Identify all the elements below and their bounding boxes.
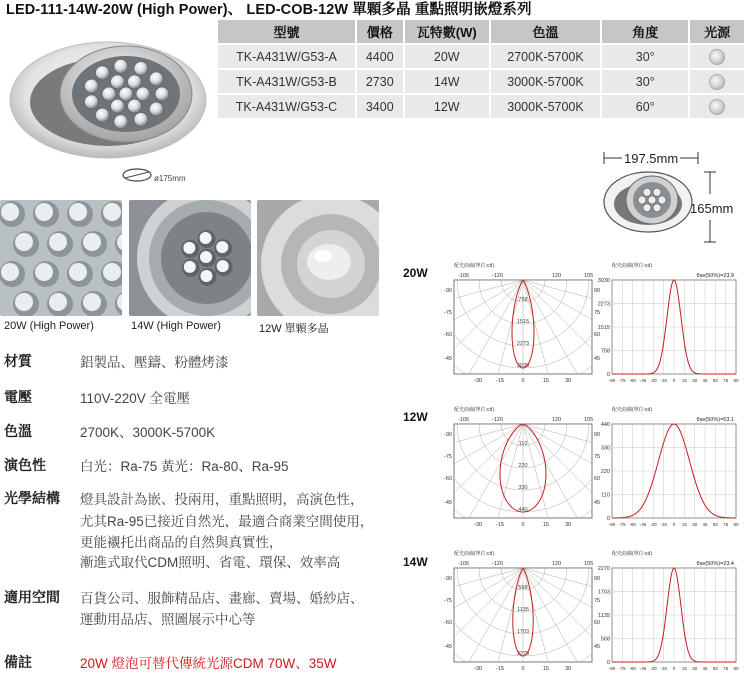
polar-side-tick: 90 bbox=[594, 288, 601, 294]
polar-side-tick: 45 bbox=[594, 356, 601, 362]
polar-bottom-tick: 15 bbox=[542, 522, 550, 527]
polar-bottom-tick: -15 bbox=[496, 522, 504, 527]
line-y-tick: 2270 bbox=[597, 566, 610, 572]
polar-side-tick: 75 bbox=[594, 454, 601, 460]
optics-line: 漸進式取代CDM照明、省電、環保、效率高 bbox=[80, 555, 341, 570]
line-x-tick: -45 bbox=[639, 666, 647, 671]
line-x-tick: -60 bbox=[629, 666, 636, 671]
voltage-value: 110V-220V 全電壓 bbox=[80, 391, 191, 406]
led-lens-icon bbox=[35, 203, 53, 221]
led-lens-icon bbox=[1, 203, 19, 221]
polar-value-label: 1515 bbox=[516, 319, 530, 325]
led-lens-icon bbox=[49, 293, 67, 311]
line-x-tick: -15 bbox=[660, 666, 667, 671]
header-temp: 色溫 bbox=[491, 20, 600, 43]
usage-line: 運動用品店、照圖展示中心等 bbox=[80, 612, 256, 627]
line-x-tick: 90 bbox=[733, 522, 739, 527]
polar-title: 配光曲線(單位:cd) bbox=[454, 407, 495, 413]
product-photo bbox=[8, 18, 208, 173]
led-lens-icon bbox=[134, 112, 148, 126]
polar-top-tick: -105 bbox=[458, 273, 470, 279]
polar-bottom-tick: -30 bbox=[474, 378, 482, 383]
line-x-tick: -75 bbox=[619, 666, 626, 671]
lens-14w-icon bbox=[709, 74, 725, 90]
polar-side-tick: 75 bbox=[594, 310, 601, 316]
polar-bottom-tick: 0 bbox=[521, 378, 525, 383]
polar-side-tick: 45 bbox=[594, 644, 601, 650]
polar-bottom-tick: 30 bbox=[564, 522, 572, 527]
line-x-tick: 75 bbox=[723, 522, 729, 527]
lens-20w-icon bbox=[709, 49, 725, 65]
polar-bottom-tick: 30 bbox=[564, 666, 572, 671]
temp-cell: 2700K-5700K bbox=[491, 45, 600, 68]
line-y-tick: 0 bbox=[606, 660, 610, 666]
line-x-tick: 90 bbox=[733, 378, 739, 383]
polar-title: 配光曲線(單位:cd) bbox=[454, 551, 495, 557]
dimension-height: 165mm bbox=[690, 201, 734, 216]
polar-value-label: 568 bbox=[518, 585, 528, 591]
led-lens-icon bbox=[149, 102, 163, 116]
line-x-tick: -90 bbox=[608, 666, 616, 671]
line-y-tick: 2273 bbox=[597, 301, 610, 308]
polar-side-tick: 90 bbox=[594, 432, 601, 438]
line-y-tick: 758 bbox=[600, 348, 610, 355]
led-lens-icon bbox=[69, 263, 87, 281]
polar-bottom-tick: -30 bbox=[474, 522, 482, 527]
optics-line: 尤其Ra-95已接近自然光，最適合商業空間使用， bbox=[80, 514, 374, 529]
source-cell bbox=[690, 45, 744, 68]
line-x-tick: -15 bbox=[660, 378, 667, 383]
optics-line: 燈具設計為嵌、投兩用，重點照明，高演色性， bbox=[80, 492, 364, 507]
line-x-tick: 15 bbox=[681, 522, 687, 527]
led-lens-icon bbox=[114, 115, 128, 129]
led-lens-icon bbox=[119, 87, 133, 101]
note-value: 20W 燈泡可替代傳統光源CDM 70W、35W bbox=[80, 656, 337, 671]
polar-side-tick: 60 bbox=[594, 476, 601, 482]
led-lens-icon bbox=[638, 196, 646, 204]
thumbnail-20w-caption: 20W (High Power) bbox=[4, 320, 94, 332]
led-lens-icon bbox=[648, 196, 656, 204]
polar-bottom-tick: 0 bbox=[521, 522, 525, 527]
line-x-tick: 0 bbox=[672, 666, 676, 671]
polar-side-tick: -60 bbox=[444, 332, 452, 338]
source-cell bbox=[690, 70, 744, 93]
led-lens-icon bbox=[84, 95, 98, 109]
light-distribution-chart-14w bbox=[440, 546, 740, 671]
price-cell: 3400 bbox=[357, 95, 403, 118]
polar-side-tick: -75 bbox=[444, 454, 452, 460]
diameter-label: ø175mm bbox=[154, 174, 186, 183]
led-lens-icon bbox=[653, 204, 661, 212]
led-lens-icon bbox=[200, 232, 212, 244]
polar-bottom-tick: 15 bbox=[542, 378, 550, 383]
led-lens-icon bbox=[35, 263, 53, 281]
dimension-width: 197.5mm bbox=[624, 151, 679, 166]
cri-label bbox=[4, 455, 68, 475]
line-y-tick: 440 bbox=[600, 422, 610, 428]
polar-top-tick: -120 bbox=[492, 273, 504, 279]
line-y-tick: 3030 bbox=[597, 278, 610, 284]
polar-top-tick: 105 bbox=[584, 561, 594, 567]
led-lens-icon bbox=[83, 293, 101, 311]
spec-table-header bbox=[218, 20, 744, 43]
line-x-tick: 90 bbox=[733, 666, 739, 671]
line-title: 配光曲線(單位:cd) bbox=[612, 551, 653, 557]
color-temp-label bbox=[4, 421, 68, 441]
page-title: LED-111-14W-20W (High Power)、 LED-COB-12W 單顆多晶 重點照明嵌燈系列 bbox=[6, 2, 532, 18]
polar-side-tick: 90 bbox=[594, 576, 601, 582]
line-x-tick: -60 bbox=[629, 522, 636, 527]
polar-side-tick: -90 bbox=[444, 576, 452, 582]
polar-side-tick: -45 bbox=[444, 500, 452, 506]
color-temp-value: 2700K、3000K-5700K bbox=[80, 425, 216, 440]
polar-side-tick: -60 bbox=[444, 620, 452, 626]
polar-bottom-tick: -30 bbox=[474, 666, 482, 671]
light-distribution-chart-20w bbox=[440, 258, 740, 383]
watt-cell: 14W bbox=[405, 70, 489, 93]
led-lens-icon bbox=[200, 270, 212, 282]
thumbnail-12w-caption: 12W 單顆多晶 bbox=[259, 323, 329, 335]
led-lens-icon bbox=[128, 75, 142, 89]
led-lens-icon bbox=[184, 261, 196, 273]
line-x-tick: 60 bbox=[712, 666, 718, 671]
led-lens-icon bbox=[200, 251, 212, 263]
line-x-tick: -75 bbox=[619, 522, 626, 527]
thumbnail-12w-photo bbox=[257, 200, 379, 316]
model-cell: TK-A431W/G53-B bbox=[218, 70, 355, 93]
polar-side-tick: -75 bbox=[444, 598, 452, 604]
polar-bottom-tick: 30 bbox=[564, 378, 572, 383]
polar-side-tick: -75 bbox=[444, 310, 452, 316]
line-x-tick: -90 bbox=[608, 522, 616, 527]
led-lens-icon bbox=[114, 59, 128, 73]
polar-value-label: 2273 bbox=[516, 341, 530, 347]
voltage-label bbox=[4, 387, 68, 407]
line-y-tick: 0 bbox=[606, 516, 610, 522]
line-x-tick: 30 bbox=[692, 666, 698, 671]
led-lens-icon bbox=[134, 62, 148, 76]
header-source: 光源 bbox=[690, 20, 744, 43]
light-distribution-chart-12w bbox=[440, 402, 740, 527]
color-temp-label-text: 色溫 bbox=[4, 423, 32, 439]
polar-top-tick: -105 bbox=[458, 561, 470, 567]
optics-label-text: 光學結構 bbox=[4, 490, 60, 506]
led-lens-icon bbox=[102, 87, 116, 101]
line-x-tick: -15 bbox=[660, 522, 667, 527]
usage-label bbox=[4, 587, 68, 607]
polar-value-label: 2270 bbox=[516, 651, 530, 657]
beam-angle-label: θav(50%)=53.1 bbox=[696, 417, 734, 423]
header-watt: 瓦特數(W) bbox=[405, 20, 489, 43]
angle-cell: 30° bbox=[602, 70, 688, 93]
watt-cell: 20W bbox=[405, 45, 489, 68]
table-row bbox=[218, 70, 744, 93]
thumbnail-14w-photo bbox=[129, 200, 251, 316]
angle-cell: 30° bbox=[602, 45, 688, 68]
line-x-tick: 15 bbox=[681, 378, 687, 383]
led-lens-icon bbox=[155, 87, 169, 101]
line-x-tick: -45 bbox=[639, 522, 647, 527]
line-title: 配光曲線(單位:cd) bbox=[612, 407, 653, 413]
line-x-tick: 15 bbox=[681, 666, 687, 671]
beam-angle-label: θav(50%)=23.4 bbox=[696, 561, 734, 567]
model-cell: TK-A431W/G53-C bbox=[218, 95, 355, 118]
polar-bottom-tick: 15 bbox=[542, 666, 550, 671]
optics-label bbox=[4, 488, 68, 508]
line-x-tick: 0 bbox=[672, 522, 676, 527]
line-x-tick: 60 bbox=[712, 522, 718, 527]
cri-label-text: 演色性 bbox=[4, 457, 46, 473]
polar-top-tick: -105 bbox=[458, 417, 470, 423]
polar-side-tick: -60 bbox=[444, 476, 452, 482]
led-lens-icon bbox=[643, 188, 651, 196]
led-lens-icon bbox=[658, 196, 666, 204]
temp-cell: 3000K-5700K bbox=[491, 95, 600, 118]
material-label-text: 材質 bbox=[4, 353, 32, 369]
led-lens-icon bbox=[95, 108, 109, 122]
diameter-icon bbox=[120, 166, 154, 184]
line-title: 配光曲線(單位:cd) bbox=[612, 263, 653, 269]
material-value: 鋁製品、壓鑄、粉體烤漆 bbox=[80, 355, 229, 370]
header-price: 價格 bbox=[357, 20, 403, 43]
led-lens-icon bbox=[217, 260, 229, 272]
led-lens-icon bbox=[1, 263, 19, 281]
polar-side-tick: -90 bbox=[444, 288, 452, 294]
led-lens-icon bbox=[216, 241, 228, 253]
led-lens-icon bbox=[69, 203, 87, 221]
line-y-tick: 330 bbox=[600, 445, 610, 452]
led-lens-icon bbox=[103, 263, 121, 281]
led-lens-icon bbox=[83, 233, 101, 251]
led-lens-icon bbox=[84, 79, 98, 93]
table-row bbox=[218, 45, 744, 68]
lens-12w-icon bbox=[709, 99, 725, 115]
line-x-tick: 45 bbox=[702, 378, 708, 383]
line-x-tick: 75 bbox=[723, 666, 729, 671]
line-x-tick: 75 bbox=[723, 378, 729, 383]
price-cell: 2730 bbox=[357, 70, 403, 93]
polar-top-tick: 120 bbox=[552, 273, 562, 279]
thumbnail-14w-caption: 14W (High Power) bbox=[131, 320, 221, 332]
polar-side-tick: 60 bbox=[594, 332, 601, 338]
line-y-tick: 0 bbox=[606, 372, 610, 378]
line-x-tick: -30 bbox=[650, 378, 657, 383]
led-lens-icon bbox=[149, 72, 163, 86]
chart-label-14w: 14W bbox=[403, 555, 428, 569]
polar-top-tick: 120 bbox=[552, 561, 562, 567]
led-lens-icon bbox=[49, 233, 67, 251]
polar-side-tick: -45 bbox=[444, 644, 452, 650]
polar-value-label: 110 bbox=[518, 441, 528, 447]
angle-cell: 60° bbox=[602, 95, 688, 118]
line-y-tick: 568 bbox=[600, 636, 610, 643]
led-lens-icon bbox=[183, 242, 195, 254]
header-angle: 角度 bbox=[602, 20, 688, 43]
watt-cell: 12W bbox=[405, 95, 489, 118]
line-x-tick: 45 bbox=[702, 522, 708, 527]
thumbnail-20w-photo bbox=[0, 200, 122, 316]
polar-top-tick: -120 bbox=[492, 561, 504, 567]
led-lens-icon bbox=[111, 99, 125, 113]
led-lens-icon bbox=[653, 188, 661, 196]
led-lens-icon bbox=[15, 233, 33, 251]
led-lens-icon bbox=[128, 99, 142, 113]
line-y-tick: 1515 bbox=[597, 325, 610, 331]
polar-side-tick: 60 bbox=[594, 620, 601, 626]
usage-line: 百貨公司、服飾精品店、畫廊、賣場、婚紗店、 bbox=[80, 591, 364, 606]
led-lens-icon bbox=[95, 66, 109, 80]
polar-top-tick: 120 bbox=[552, 417, 562, 423]
polar-top-tick: 105 bbox=[584, 417, 594, 423]
led-lens-icon bbox=[111, 75, 125, 89]
header-model: 型號 bbox=[218, 20, 355, 43]
line-x-tick: -45 bbox=[639, 378, 647, 383]
polar-title: 配光曲線(單位:cd) bbox=[454, 263, 495, 269]
line-y-tick: 110 bbox=[601, 492, 610, 499]
led-lens-icon bbox=[103, 203, 121, 221]
cri-value: 白光：Ra-75 黃光：Ra-80、Ra-95 bbox=[80, 459, 289, 474]
polar-side-tick: -90 bbox=[444, 432, 452, 438]
polar-top-tick: 105 bbox=[584, 273, 594, 279]
chart-label-20w: 20W bbox=[403, 266, 428, 280]
line-x-tick: 45 bbox=[702, 666, 708, 671]
polar-bottom-tick: -15 bbox=[496, 378, 504, 383]
polar-bottom-tick: 0 bbox=[521, 666, 525, 671]
polar-bottom-tick: -15 bbox=[496, 666, 504, 671]
polar-value-label: 330 bbox=[518, 485, 528, 491]
polar-value-label: 758 bbox=[518, 297, 528, 303]
polar-value-label: 3030 bbox=[516, 363, 530, 369]
line-x-tick: -75 bbox=[619, 378, 626, 383]
voltage-label-text: 電壓 bbox=[4, 389, 32, 405]
chart-label-12w: 12W bbox=[403, 410, 428, 424]
line-x-tick: -90 bbox=[608, 378, 616, 383]
optics-line: 更能襯托出商品的自然與真實性， bbox=[80, 535, 283, 550]
polar-value-label: 1703 bbox=[516, 629, 530, 635]
polar-value-label: 1135 bbox=[517, 607, 529, 613]
line-x-tick: 0 bbox=[672, 378, 676, 383]
line-x-tick: 60 bbox=[712, 378, 718, 383]
polar-side-tick: -45 bbox=[444, 356, 452, 362]
line-x-tick: -30 bbox=[650, 522, 657, 527]
polar-value-label: 440 bbox=[518, 507, 528, 513]
line-x-tick: 30 bbox=[692, 522, 698, 527]
polar-top-tick: -120 bbox=[492, 417, 504, 423]
price-cell: 4400 bbox=[357, 45, 403, 68]
line-x-tick: 30 bbox=[692, 378, 698, 383]
polar-value-label: 220 bbox=[518, 463, 528, 469]
temp-cell: 3000K-5700K bbox=[491, 70, 600, 93]
model-cell: TK-A431W/G53-A bbox=[218, 45, 355, 68]
material-label bbox=[4, 351, 68, 371]
note-label bbox=[4, 652, 68, 672]
led-lens-icon bbox=[136, 87, 150, 101]
polar-side-tick: 45 bbox=[594, 500, 601, 506]
line-y-tick: 220 bbox=[600, 469, 610, 475]
spec-table bbox=[218, 20, 744, 120]
usage-label-text: 適用空間 bbox=[4, 589, 60, 605]
led-lens-icon bbox=[15, 293, 33, 311]
line-y-tick: 1703 bbox=[597, 589, 610, 596]
line-x-tick: -30 bbox=[650, 666, 657, 671]
note-label-text: 備註 bbox=[4, 654, 32, 670]
polar-side-tick: 75 bbox=[594, 598, 601, 604]
led-lens-icon bbox=[643, 204, 651, 212]
line-y-tick: 1135 bbox=[598, 613, 610, 619]
beam-angle-label: θav(50%)=23.9 bbox=[696, 273, 734, 279]
line-x-tick: -60 bbox=[629, 378, 636, 383]
table-row bbox=[218, 95, 744, 118]
source-cell bbox=[690, 95, 744, 118]
